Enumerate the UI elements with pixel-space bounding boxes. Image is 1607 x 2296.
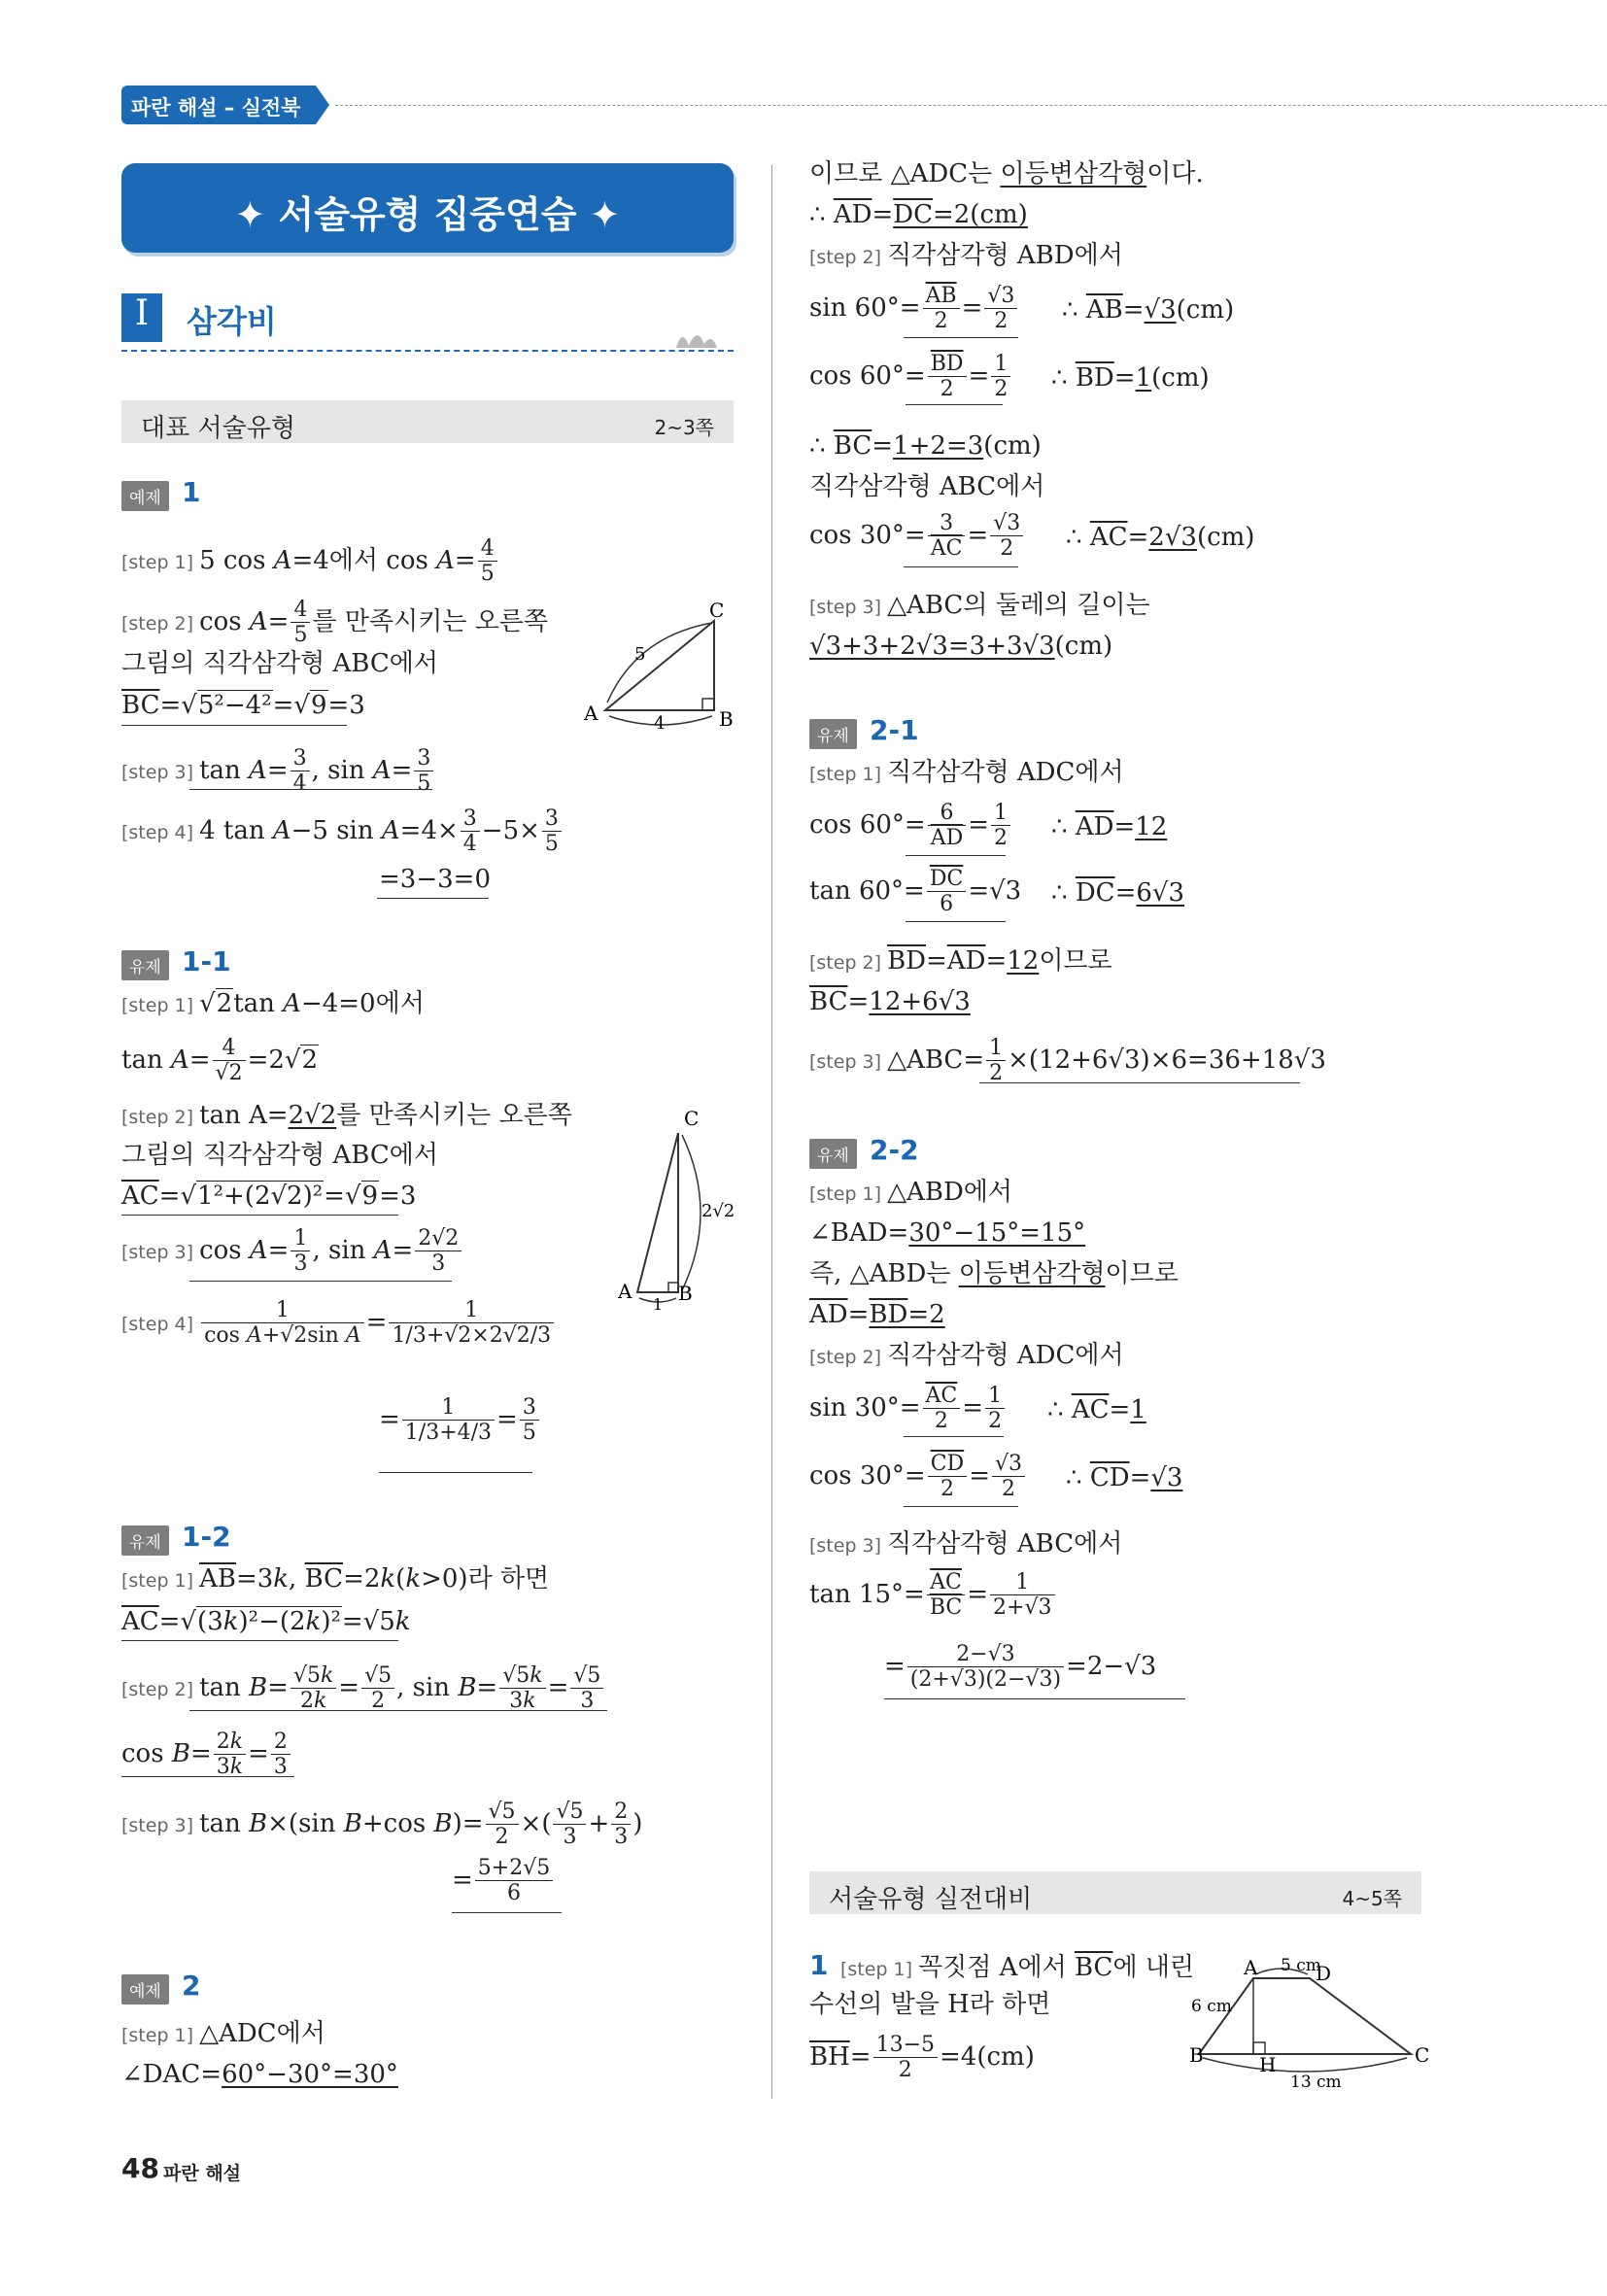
r1-step1: [step 1] 꼭짓점 A에서 $\overline{BC}$에 내린 <box>840 1953 1195 1982</box>
chapter-title: 삼각비 <box>187 303 277 340</box>
section-title-1: 대표 서술유형 <box>141 414 295 443</box>
p21-step3: [step 3] △ABC= $\frac{1}{2}$ ×(12+6√3)×6=36+18√3 <box>809 1036 1326 1086</box>
e1-step2: [step 2] cos A= $\frac{4}{5}$ 를 만족시키는 오른쪽 <box>121 598 549 648</box>
p12-step3: [step 3] tan B×(sin B+cos B)= $\frac{√5}{2}$ ×( $\frac{√5}{3}$ + $\frac{2}{3}$ ) <box>121 1799 643 1850</box>
p22-tan15-result: = $\frac{2-√3}{(2+√3)(2-√3)}$ =2−√3 <box>884 1642 1157 1693</box>
p21-tan60-underline <box>906 921 1006 922</box>
e1-bc-underline <box>121 725 347 726</box>
c2-bd: ∴ $\overline{BD}=1(cm)$ <box>1051 363 1210 393</box>
p22-iso: 즉, △ABD는 이등변삼각형이므로 <box>809 1259 1179 1288</box>
p12-cos: cos B= $\frac{2k}{3k}$ = $\frac{2}{3}$ <box>121 1730 292 1780</box>
e1-label-base: 4 <box>654 713 666 734</box>
r1-label-c: C <box>1415 2043 1430 2067</box>
p22-s3-underline <box>884 1698 1185 1699</box>
p12-step1: [step 1] $\overline{AB}=3k$, $\overline{BC}=2k(k>0)$라 하면 <box>121 1564 550 1593</box>
p21-step1: [step 1] 직각삼각형 ADC에서 <box>809 758 1124 787</box>
p21-s3-underline <box>979 1082 1300 1083</box>
c2-step3: [step 3] △ABC의 둘레의 길이는 <box>809 591 1150 620</box>
c2-cos30: cos 30°= $\frac{3}{AC}$ = $\frac{√3}{2}$ <box>809 511 1025 562</box>
p22-step3: [step 3] 직각삼각형 ABC에서 <box>809 1529 1123 1559</box>
p12-ac: $\overline{AC}=√(3k)^2-(2k)^2=√5k$ <box>121 1607 411 1636</box>
p11-step1: [step 1] √2tan A−4=0에서 <box>121 989 425 1018</box>
p21-cos60-underline <box>906 855 1006 856</box>
e1-s3-underline <box>189 789 432 790</box>
r1-label-a: A <box>1244 1956 1258 1979</box>
p22-ad-bd: $\overline{AD}=BD=2$ <box>809 1300 945 1329</box>
e1-s4-underline <box>377 898 489 899</box>
r1-label-bottom: 13 cm <box>1290 2073 1342 2092</box>
e1-label-a: A <box>584 702 598 725</box>
p21-ad: ∴ $\overline{AD}=12$ <box>1051 812 1168 841</box>
c2-bc: ∴ $\overline{BC}=1+2=3(cm)$ <box>809 431 1042 461</box>
p21-tan60: tan 60°= $\frac{\overline{DC}}{6}$ =√3 <box>809 867 1022 917</box>
e1-bc: $\overline{BC}=√5^2-4^2=√9=3$ <box>121 691 365 720</box>
c2-perimeter: √3+3+2√3=3+3√3(cm) <box>809 632 1113 661</box>
p11-ac-underline <box>121 1215 398 1216</box>
c2-cos60-underline <box>906 404 1003 405</box>
p11-s3-underline <box>189 1281 452 1282</box>
footer-page-number: 48 <box>121 2152 159 2184</box>
p11-tan: tan A= $\frac{4}{√2}$ =2√2 <box>121 1036 319 1086</box>
r1-label-left: 6 cm <box>1191 1997 1232 2016</box>
p12-ac-underline <box>121 1640 398 1641</box>
problem-num-p22: 2-2 <box>870 1134 919 1166</box>
r1-trapezoid-figure <box>1183 1951 1436 2097</box>
p22-cd: ∴ $\overline{CD}=√3$ <box>1066 1463 1183 1492</box>
p11-figure-caption: 그림의 직각삼각형 ABC에서 <box>121 1141 438 1170</box>
column-divider <box>771 165 772 2099</box>
p11-label-c: C <box>684 1107 700 1130</box>
p12-s2-underline <box>189 1710 607 1711</box>
header-badge-text: 파란 해설 – 실전북 <box>131 96 301 120</box>
c2-abc: 직각삼각형 ABC에서 <box>809 472 1045 501</box>
problem-num-p12: 1-2 <box>182 1521 231 1553</box>
p22-sin30-underline <box>904 1436 1004 1437</box>
tag-similar-1-1: 유제 <box>121 950 169 980</box>
chapter-rule <box>121 350 734 352</box>
c2-line1: 이므로 △ADC는 이등변삼각형이다. <box>809 159 1204 188</box>
tag-similar-1-2: 유제 <box>121 1525 169 1556</box>
section-bar-1 <box>121 400 734 443</box>
section-title-2: 서술유형 실전대비 <box>829 1885 1033 1914</box>
e1-step1: [step 1] 5 cos A=4에서 cos A= $\frac{4}{5}$ <box>121 536 499 587</box>
r1-bh: $\overline{BH}=$ $\frac{13-5}{2}$ =4(cm) <box>809 2033 1035 2083</box>
c2-ac: ∴ $\overline{AC}=2√3(cm)$ <box>1066 523 1255 552</box>
r1-label-top: 5 cm <box>1281 1956 1321 1975</box>
p11-label-a: A <box>618 1280 633 1303</box>
p11-label-side: 2√2 <box>701 1201 735 1221</box>
c2-sin60: sin 60°= $\frac{\overline{AB}}{2}$ = $\frac{√3}{2}$ <box>809 284 1019 334</box>
e1-triangle-figure <box>578 598 743 734</box>
p11-label-b: B <box>678 1282 693 1305</box>
p21-dc: ∴ $\overline{DC}=6√3$ <box>1051 878 1185 908</box>
section-bar-2 <box>809 1871 1421 1914</box>
c2-ab: ∴ $\overline{AB}=√3(cm)$ <box>1062 295 1235 325</box>
section-pages-1: 2~3쪽 <box>654 416 714 439</box>
p11-s4-underline <box>379 1472 532 1473</box>
problem-num-r1: 1 <box>809 1949 829 1981</box>
c2-sin60-underline <box>904 337 1018 338</box>
r1-foot: 수선의 발을 H라 하면 <box>809 1990 1051 2019</box>
p21-step2: [step 2] $\overline{BD}=\overline{AD}=12$이므로 <box>809 946 1112 976</box>
p22-tan15: tan 15°= $\frac{\overline{AC}}{BC}$ = $\frac{1}{2+√3}$ <box>809 1570 1057 1621</box>
c2-cos30-underline <box>904 566 1018 567</box>
footer-label: 파란 해설 <box>163 2163 242 2184</box>
p11-label-base: 1 <box>653 1295 664 1310</box>
header-badge-tip <box>316 86 329 124</box>
problem-num-p21: 2-1 <box>870 714 919 746</box>
e1-label-c: C <box>709 599 725 622</box>
c2-ad-dc: ∴ $\overline{AD}=DC=2(cm)$ <box>809 200 1028 229</box>
e1-label-hyp: 5 <box>634 644 646 665</box>
tag-similar-2-1: 유제 <box>809 719 857 749</box>
p22-cos30: cos 30°= $\frac{\overline{CD}}{2}$ = $\frac{√3}{2}$ <box>809 1452 1027 1502</box>
p11-ac: $\overline{AC}=√1^2+(2√2)^2=√9=3$ <box>121 1182 417 1211</box>
header-rule <box>335 105 1607 106</box>
p21-cos60: cos 60°= $\frac{6}{AD}$ = $\frac{1}{2}$ <box>809 801 1012 851</box>
e2-angle: ∠DAC=60°−30°=30° <box>121 2060 398 2089</box>
p22-angle: ∠BAD=30°−15°=15° <box>809 1218 1086 1248</box>
problem-num-ex1: 1 <box>182 476 201 508</box>
p11-triangle-figure <box>610 1106 746 1310</box>
problem-num-p11: 1-1 <box>182 945 231 977</box>
p22-step1: [step 1] △ABD에서 <box>809 1178 1013 1207</box>
tag-example-1: 예제 <box>121 481 169 511</box>
p22-step2: [step 2] 직각삼각형 ADC에서 <box>809 1341 1124 1370</box>
p11-step3: [step 3] cos A= $\frac{1}{3}$ , sin A= $\frac{2√2}{3}$ <box>121 1226 463 1277</box>
section-pages-2: 4~5쪽 <box>1342 1887 1402 1910</box>
e1-step4-result: =3−3=0 <box>379 865 491 894</box>
p12-cos-underline <box>121 1776 294 1777</box>
e1-figure-caption: 그림의 직각삼각형 ABC에서 <box>121 649 438 678</box>
p11-step4: [step 4] $\frac{1}{\text{cos A+√2sin A}}$ = $\frac{1}{1/3+√2\times 2√2/3}$ <box>121 1298 556 1349</box>
p12-s3-underline <box>452 1912 562 1913</box>
tag-similar-2-2: 유제 <box>809 1139 857 1169</box>
r1-label-d: D <box>1316 1962 1332 1985</box>
banner-title: ✦ 서술유형 집중연습 ✦ <box>234 193 621 236</box>
e1-label-b: B <box>719 707 734 731</box>
e1-step4: [step 4] 4 tan A−5 sin A=4× $\frac{3}{4}$ −5× $\frac{3}{5}$ <box>121 806 564 857</box>
p12-step2: [step 2] tan B= $\frac{√5k}{2k}$ = $\frac{√5}{2}$ , sin B= $\frac{√5k}{3k}$ = $\frac{√5}{3}$ <box>121 1663 605 1714</box>
chapter-leaf-icon <box>668 321 727 350</box>
p22-ac: ∴ $\overline{AC}=1$ <box>1047 1395 1146 1424</box>
r1-label-h: H <box>1259 2053 1277 2076</box>
p22-cos30-underline <box>904 1506 1018 1507</box>
e1-step3: [step 3] tan A= $\frac{3}{4}$ , sin A= $\frac{3}{5}$ <box>121 746 435 797</box>
p11-step4-result: = $\frac{1}{1/3+4/3}$ = $\frac{3}{5}$ <box>379 1395 541 1446</box>
e2-step1: [step 1] △ADC에서 <box>121 2019 325 2048</box>
c2-step2: [step 2] 직각삼각형 ABD에서 <box>809 241 1123 270</box>
p21-bc: $\overline{BC}=12+6√3$ <box>809 987 971 1016</box>
p12-step3-result: = $\frac{5+2√5}{6}$ <box>452 1856 555 1906</box>
tag-example-2: 예제 <box>121 1974 169 2005</box>
p22-sin30: sin 30°= $\frac{\overline{AC}}{2}$ = $\frac{1}{2}$ <box>809 1384 1007 1434</box>
problem-num-ex2: 2 <box>182 1970 201 2002</box>
chapter-roman: I <box>134 293 150 333</box>
p11-step2: [step 2] tan A=2√2를 만족시키는 오른쪽 <box>121 1101 572 1130</box>
r1-label-b: B <box>1189 2043 1204 2067</box>
c2-cos60: cos 60°= $\frac{\overline{BD}}{2}$ = $\frac{1}{2}$ <box>809 352 1012 402</box>
